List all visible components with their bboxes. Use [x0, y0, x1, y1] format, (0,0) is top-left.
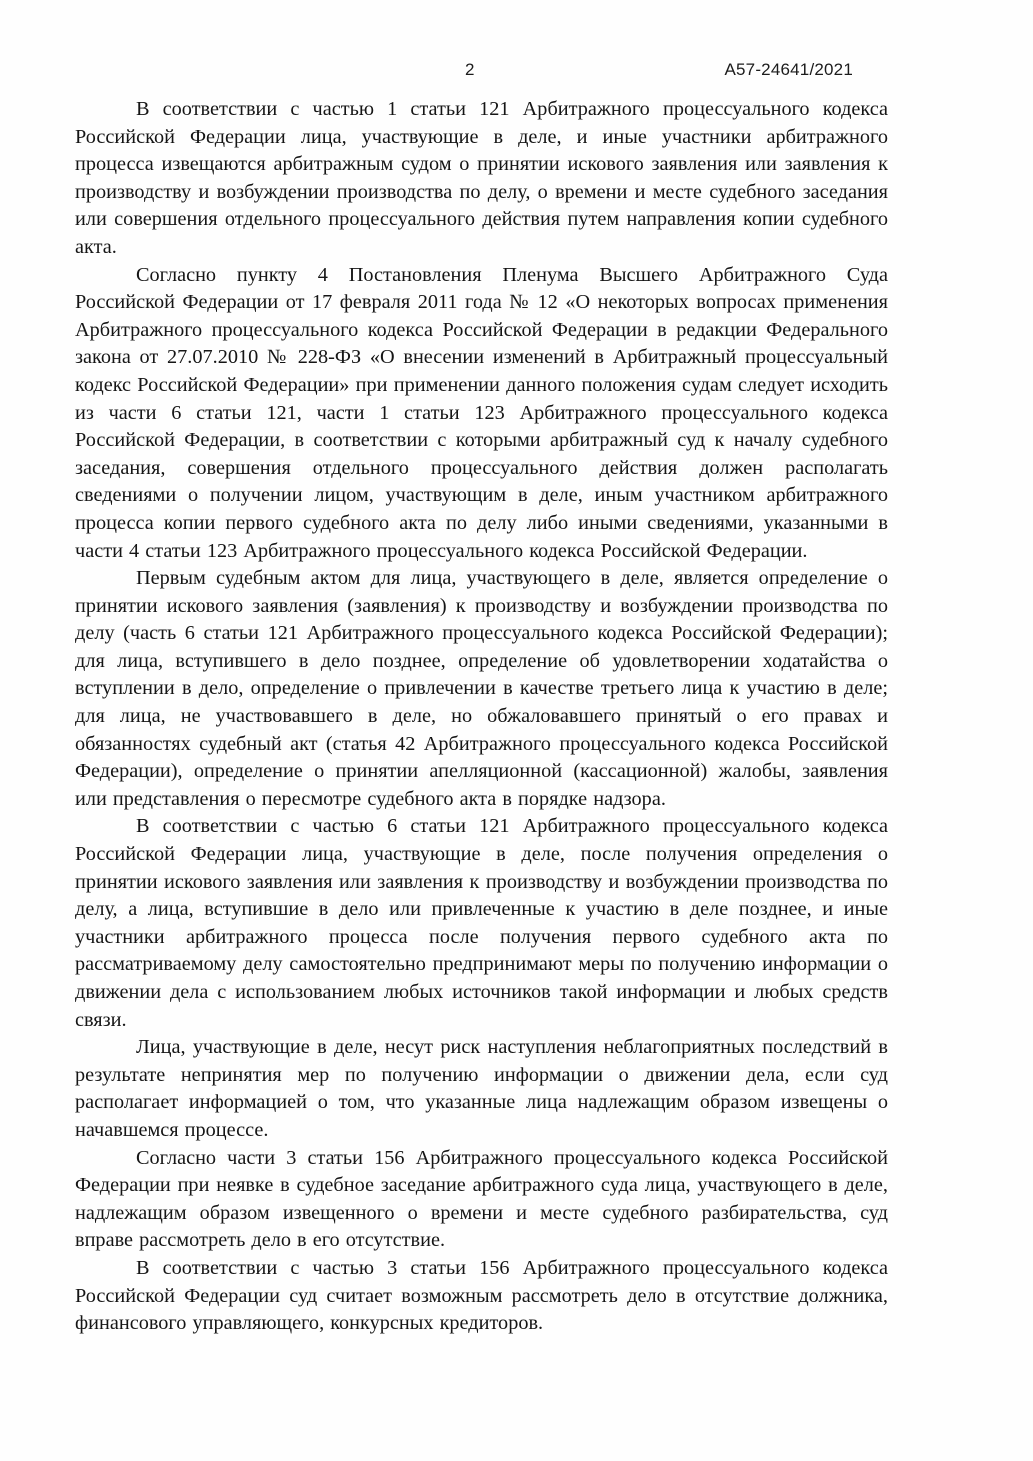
paragraph: Первым судебным актом для лица, участвующего в деле, является определение о принятии искового заявления (заявления) к производству и возбуждении производства по делу (часть 6 статьи 121 Арбитражного процессуального кодекса Российской Федерации); для лица, вступившего в дело позднее, определение об удовлетворении ходатайства о вступлении в дело, определение о привлечении в качестве третьего лица к участию в деле; для лица, не участвовавшего в деле, но обжаловавшего принятый о его правах и обязанностях судебный акт (статья 42 Арбитражного процессуального кодекса Российской Федерации), определение о принятии апелляционной (кассационной) жалобы, заявления или представления о пересмотре судебного акта в порядке надзора. — [75, 567, 888, 810]
paragraph: Лица, участвующие в деле, несут риск наступления неблагоприятных последствий в результате непринятия мер по получению информации о движении дела, если суд располагает информацией о том, что указанные лица надлежащим образом извещены о начавшемся процессе. — [75, 1036, 888, 1141]
page-header — [0, 60, 1033, 84]
paragraph: Согласно пункту 4 Постановления Пленума Высшего Арбитражного Суда Российской Федерации от 17 февраля 2011 года № 12 «О некоторых вопросах применения Арбитражного процессуального кодекса Российской Федерации в редакции Федерального закона от 27.07.2010 № 228-ФЗ «О внесении изменений в Арбитражный процессуальный кодекс Российской Федерации» при применении данного положения судам следует исходить из части 6 статьи 121, части 1 статьи 123 Арбитражного процессуального кодекса Российской Федерации, в соответствии с которыми арбитражный суд к началу судебного заседания, совершения отдельного процессуального действия должен располагать сведениями о получении лицом, участвующим в деле, иным участником арбитражного процесса копии первого судебного акта по делу либо иными сведениями, указанными в части 4 статьи 123 Арбитражного процессуального кодекса Российской Федерации. — [75, 263, 888, 562]
case-number: А57-24641/2021 — [724, 60, 853, 79]
document-body — [75, 96, 888, 1338]
paragraph: В соответствии с частью 3 статьи 156 Арбитражного процессуального кодекса Российской Федерации суд считает возможным рассмотреть дело в отсутствие должника, финансового управляющего, конкурсных кредиторов. — [75, 1256, 888, 1335]
paragraph: Согласно части 3 статьи 156 Арбитражного процессуального кодекса Российской Федерации при неявке в судебное заседание арбитражного суда лица, участвующего в деле, надлежащим образом извещенного о времени и месте судебного разбирательства, суд вправе рассмотреть дело в его отсутствие. — [75, 1146, 888, 1252]
paragraph: В соответствии с частью 6 статьи 121 Арбитражного процессуального кодекса Российской Федерации лица, участвующие в деле, после получения определения о принятии искового заявления или заявления к производству и возбуждении производства по делу, а лица, вступившие в дело или привлеченные к участию в деле позднее, и иные участники арбитражного процесса после получения первого судебного акта по рассматриваемому делу самостоятельно предпринимают меры по получению информации о движении дела с использованием любых источников такой информации и любых средств связи. — [75, 815, 888, 1031]
page-number: 2 — [465, 60, 475, 79]
paragraph: В соответствии с частью 1 статьи 121 Арбитражного процессуального кодекса Российской Федерации лица, участвующие в деле, и иные участники арбитражного процесса извещаются арбитражным судом о принятии искового заявления или заявления к производству и возбуждении производства по делу, о времени и месте судебного заседания или совершения отдельного процессуального действия путем направления копии судебного акта. — [75, 98, 888, 258]
